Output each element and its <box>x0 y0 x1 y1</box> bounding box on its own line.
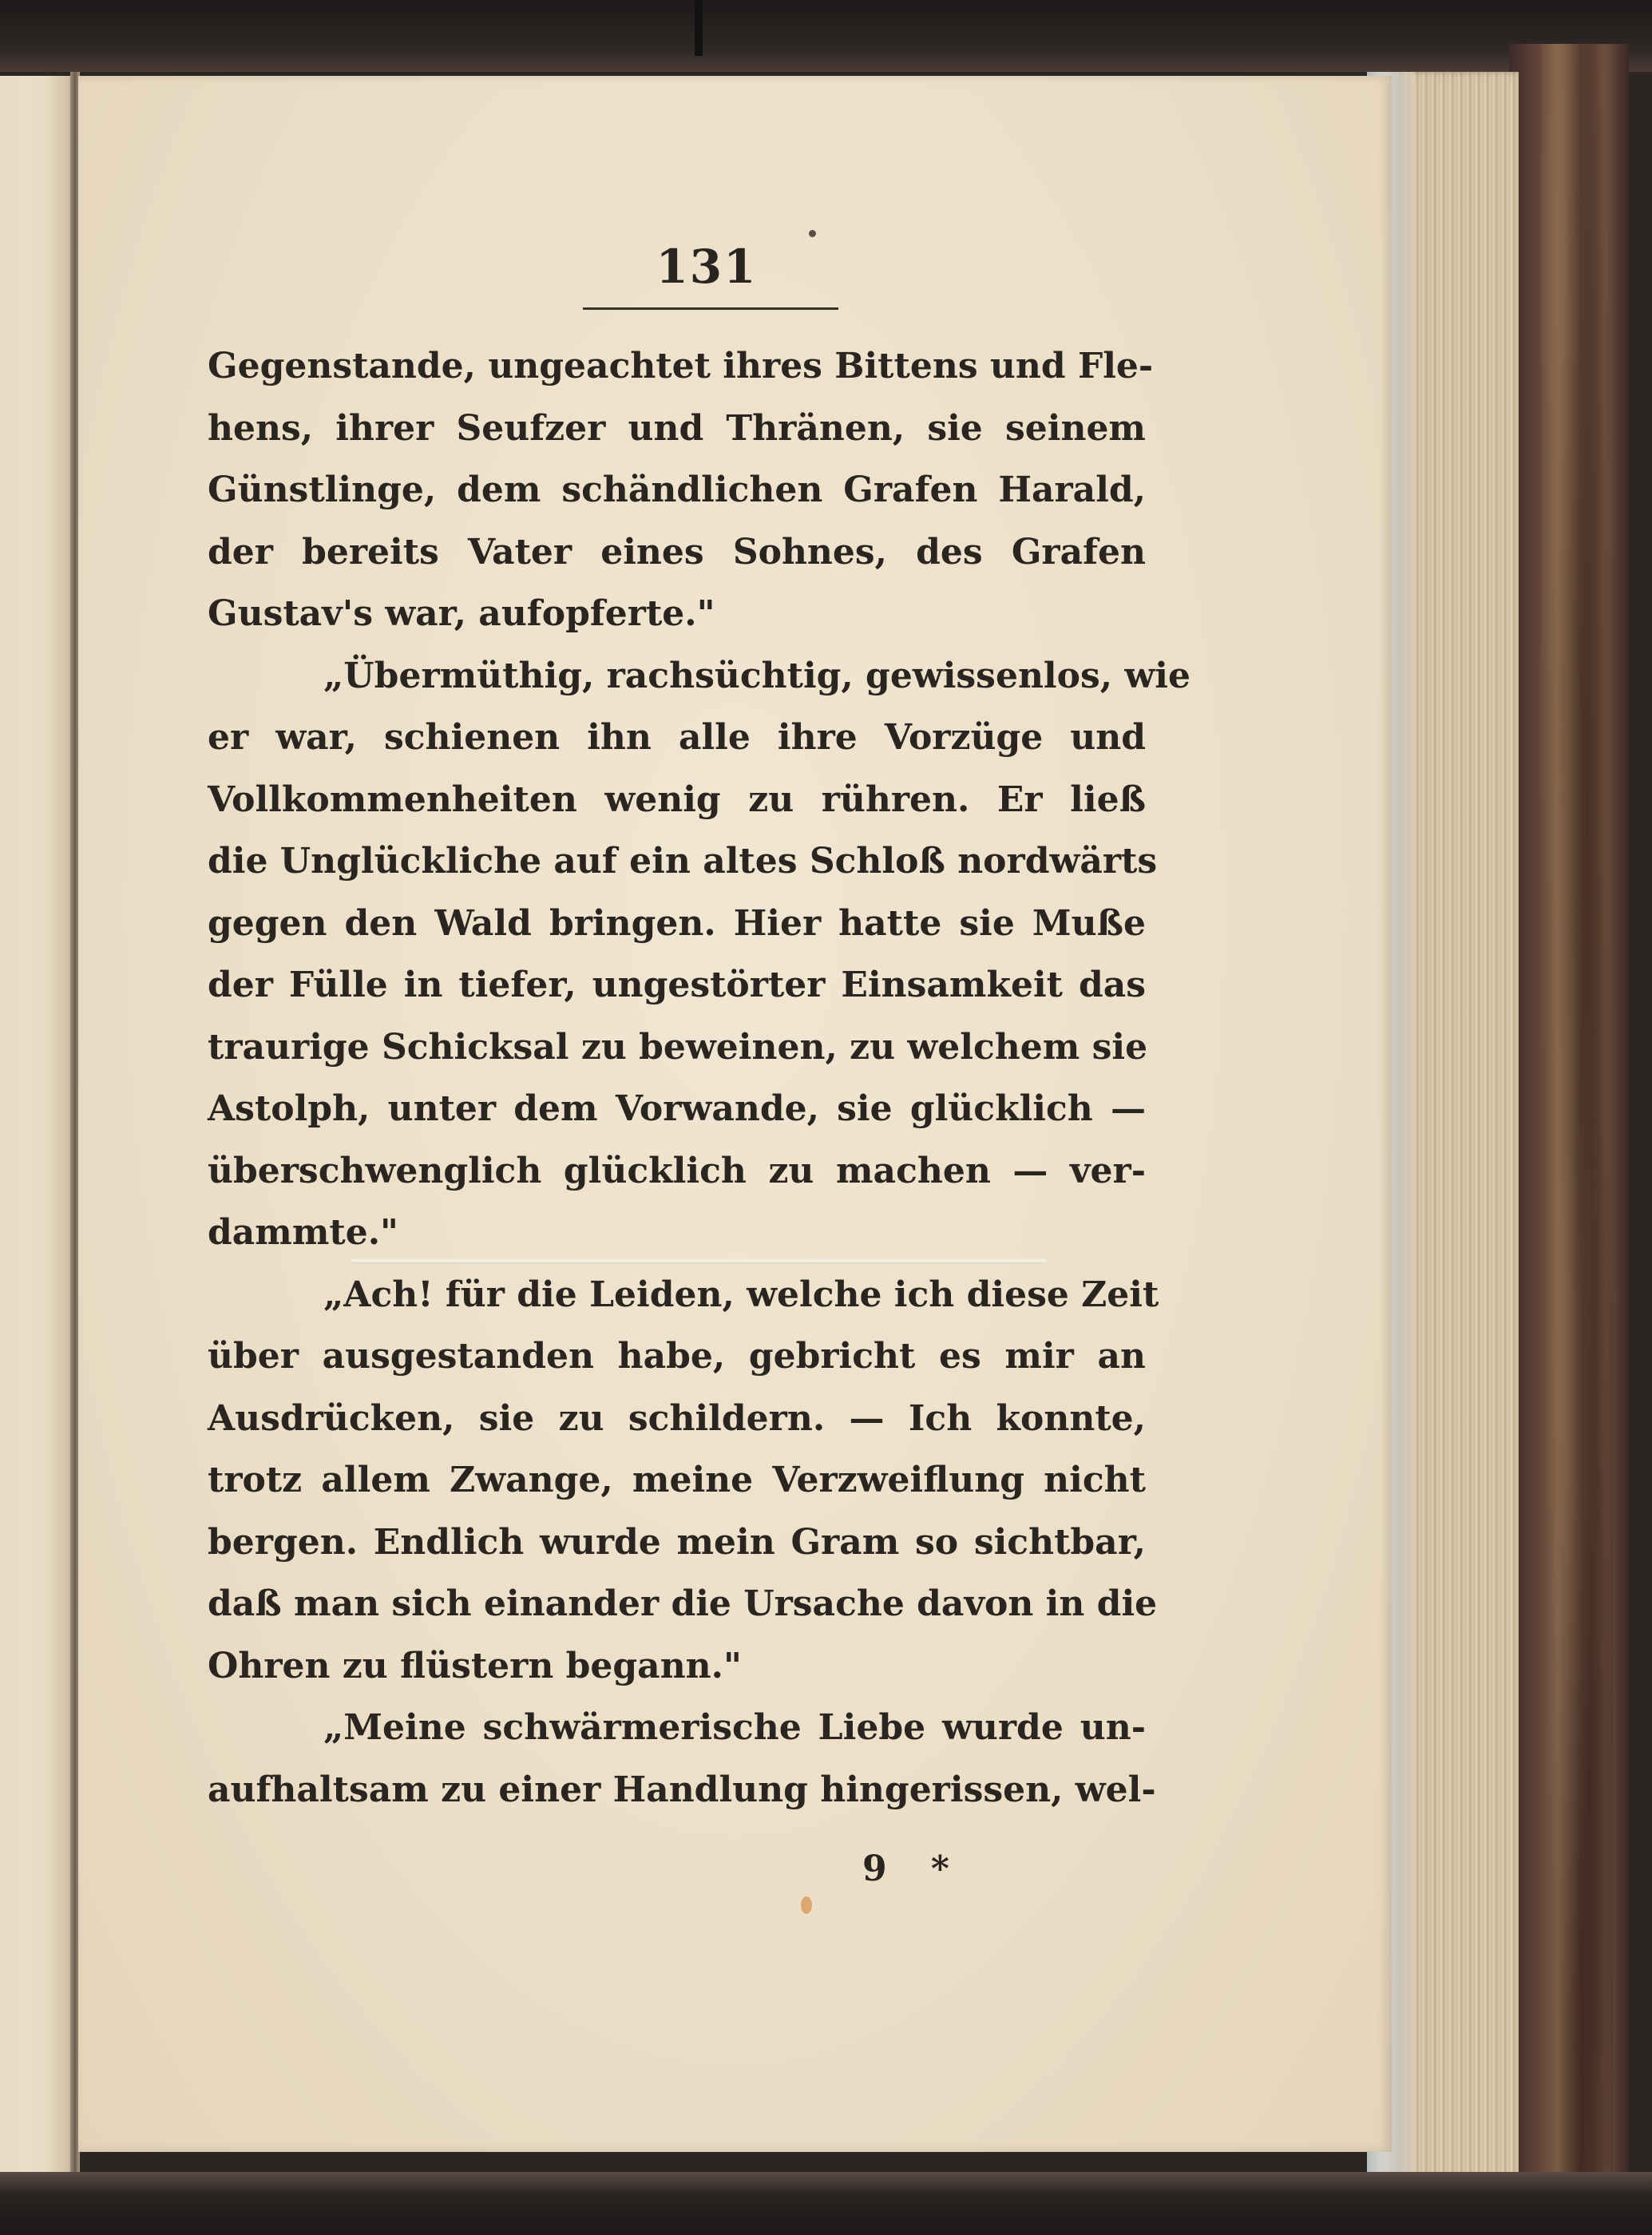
text-line: er war, schienen ihn alle ihre Vorzüge und <box>208 717 1146 758</box>
text-line: gegen den Wald bringen. Hier hatte sie Muße <box>208 902 1146 944</box>
text-line: Vollkommenheiten wenig zu rühren. Er ließ <box>208 779 1146 820</box>
top-edge <box>0 0 1652 72</box>
text-line: hens, ihrer Seufzer und Thränen, sie seinem <box>208 407 1146 449</box>
header-rule <box>583 307 838 310</box>
text-line: bergen. Endlich wurde mein Gram so sichtbar, <box>208 1521 1146 1563</box>
text-line: Ohren zu flüstern begann." <box>208 1645 742 1686</box>
text-line: daß man sich einander die Ursache davon in die <box>208 1583 1158 1624</box>
text-line: überschwenglich glücklich zu machen — ver- <box>208 1150 1146 1191</box>
text-line: „Übermüthig, rachsüchtig, gewissenlos, wie <box>323 655 1190 696</box>
text-line: Gustav's war, aufopferte." <box>208 593 715 634</box>
page-body <box>208 335 1190 1821</box>
text-line: Ausdrücken, sie zu schildern. — Ich konnte, <box>208 1397 1146 1439</box>
facing-page <box>0 76 76 2200</box>
paper-crease <box>351 1258 1046 1264</box>
text-line: über ausgestanden habe, gebricht es mir an <box>208 1336 1146 1377</box>
ink-dot <box>809 230 816 237</box>
text-line: Astolph, unter dem Vorwande, sie glücklich — <box>208 1088 1146 1129</box>
text-line: aufhaltsam zu einer Handlung hingerissen, wel- <box>208 1769 1156 1810</box>
text-line: der Fülle in tiefer, ungestörter Einsamkeit das <box>208 965 1146 1005</box>
text-line: die Unglückliche auf ein altes Schloß nordwärts <box>208 841 1158 882</box>
text-line: der bereits Vater eines Sohnes, des Grafen <box>208 531 1146 573</box>
book-cover <box>1509 44 1629 2184</box>
signature-mark: 9 * <box>862 1849 965 1889</box>
text-line: traurige Schicksal zu beweinen, zu welchem sie <box>208 1026 1148 1068</box>
bottom-edge <box>0 2172 1652 2235</box>
clip-mark <box>695 0 703 56</box>
text-line: trotz allem Zwange, meine Verzweiflung nicht <box>208 1460 1146 1500</box>
page-number: 131 <box>656 240 758 294</box>
text-line: dammte." <box>208 1212 398 1253</box>
paper-stain <box>801 1896 812 1914</box>
text-line: Günstlinge, dem schändlichen Grafen Harald, <box>208 470 1146 510</box>
text-line: „Meine schwärmerische Liebe wurde un- <box>323 1707 1146 1748</box>
text-line: „Ach! für die Leiden, welche ich diese Zeit <box>323 1274 1159 1315</box>
text-line: Gegenstande, ungeachtet ihres Bittens und Fle- <box>208 346 1154 386</box>
